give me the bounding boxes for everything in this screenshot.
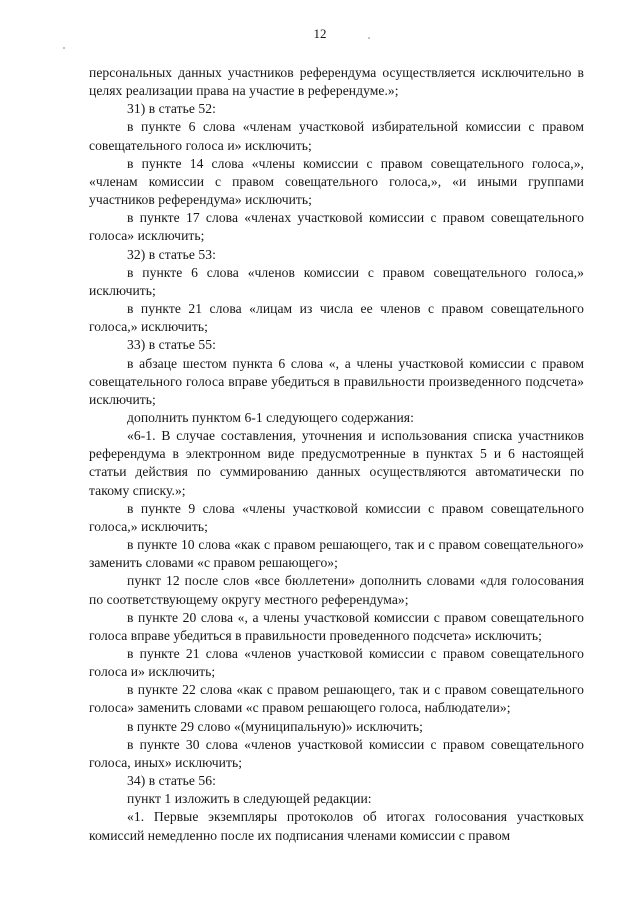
paragraph: в пункте 14 слова «члены комиссии с правом совещательного голоса,», «членам комиссии с правом совещательного голоса,», «и иными группами участников референдума» исключить; xyxy=(89,155,584,208)
paragraph: в абзаце шестом пункта 6 слова «, а члены участковой комиссии с правом совещательного голоса вправе убедиться в правильности произведенного подсчета» исключить; xyxy=(89,355,584,407)
paragraph: в пункте 6 слова «членам участковой избирательной комиссии с правом совещательного голоса и» исключить; xyxy=(89,119,584,153)
paragraph: пункт 1 изложить в следующей редакции: xyxy=(127,791,372,807)
paragraph: дополнить пунктом 6-1 следующего содержания: xyxy=(127,409,414,425)
paragraph: 33) в статье 55: xyxy=(127,337,216,353)
paragraph: в пункте 9 слова «члены участковой комиссии с правом совещательного голоса,» исключить; xyxy=(89,500,584,534)
paragraph: в пункте 29 слово «(муниципальную)» исключить; xyxy=(127,718,423,734)
paragraph: персональных данных участников референдума осуществляется исключительно в целях реализации права на участие в референдуме.»; xyxy=(89,65,584,99)
paragraph: в пункте 10 слова «как с правом решающего, так и с правом совещательного» заменить словами «с правом решающего»; xyxy=(89,537,584,571)
paragraph: в пункте 21 слова «членов участковой комиссии с правом совещательного голоса и» исключить; xyxy=(89,646,584,680)
paragraph: «1. Первые экземпляры протоколов об итогах голосования участковых комиссий немедленно после их подписания членами комиссии с правом xyxy=(89,809,584,843)
paragraph: пункт 12 после слов «все бюллетени» дополнить словами «для голосования по соответствующему округу местного референдума»; xyxy=(89,573,584,607)
scan-speck xyxy=(368,37,370,39)
paragraph: 34) в статье 56: xyxy=(127,773,216,789)
paragraph: в пункте 30 слова «членов участковой комиссии с правом совещательного голоса, иных» исключить; xyxy=(89,736,584,770)
paragraph: в пункте 17 слова «членах участковой комиссии с правом совещательного голоса» исключить; xyxy=(89,210,584,244)
paragraph: в пункте 20 слова «, а члены участковой комиссии с правом совещательного голоса вправе убедиться в правильности проведенного подсчета» исключить; xyxy=(89,609,584,643)
paragraph: «6-1. В случае составления, уточнения и использования списка участников референдума в электронном виде предусмотренные в пунктах 5 и 6 настоящей статьи действия по суммированию данных осуществляются автоматически по такому списку.»; xyxy=(89,428,584,498)
paragraph: 32) в статье 53: xyxy=(127,246,216,262)
paragraph: 31) в статье 52: xyxy=(127,101,216,117)
paragraph: в пункте 21 слова «лицам из числа ее членов с правом совещательного голоса,» исключить; xyxy=(89,301,584,335)
paragraph: в пункте 22 слова «как с правом решающего, так и с правом совещательного голоса» заменить словами «с правом решающего голоса, наблюдатели»; xyxy=(89,682,584,716)
document-body xyxy=(89,64,584,845)
page-number: 12 xyxy=(313,26,327,41)
scan-speck xyxy=(63,47,65,49)
paragraph: в пункте 6 слова «членов комиссии с правом совещательного голоса,» исключить; xyxy=(89,264,584,298)
